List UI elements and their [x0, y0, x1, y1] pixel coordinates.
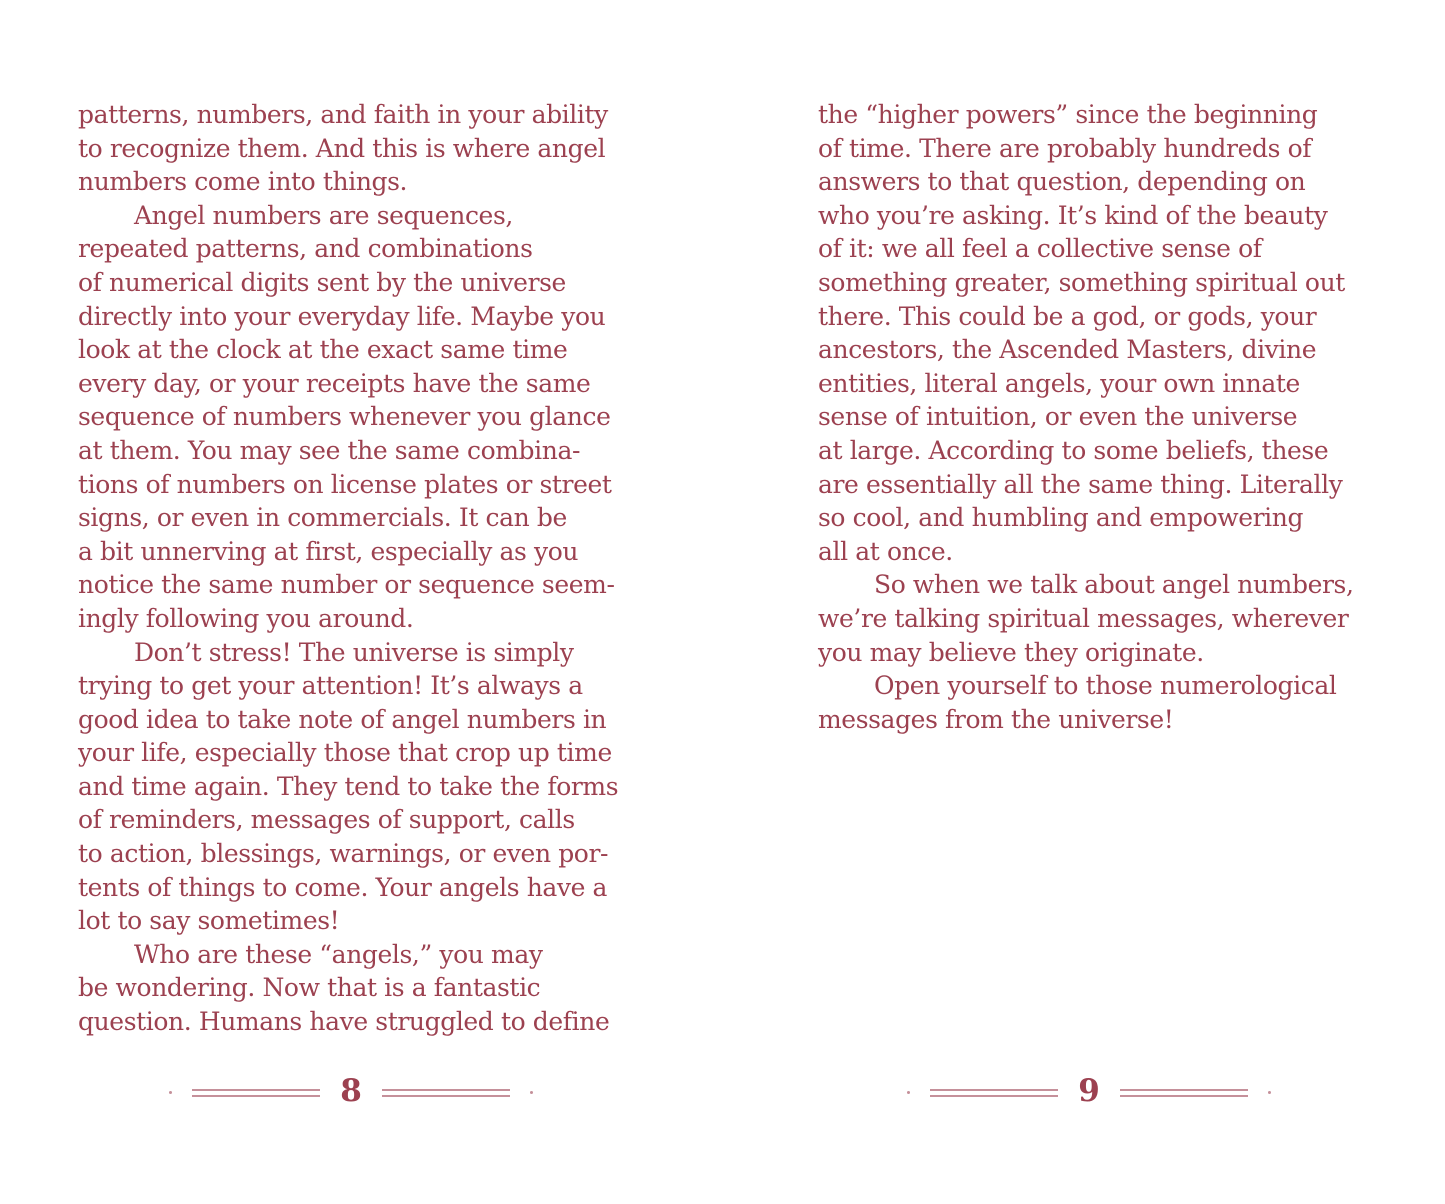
text-line: Angel numbers are sequences, — [134, 200, 513, 230]
text-line: of numerical digits sent by the universe — [78, 267, 566, 297]
text-line: answers to that question, depending on — [818, 167, 1306, 197]
text-line: repeated patterns, and combinations — [78, 234, 533, 264]
page-right-text-column — [818, 98, 1378, 736]
text-line: ancestors, the Ascended Masters, divine — [818, 335, 1317, 365]
text-line: good idea to take note of angel numbers in — [78, 704, 607, 734]
page-left-text-column — [78, 98, 638, 1039]
text-line: sequence of numbers whenever you glance — [78, 402, 611, 432]
text-line: Don’t stress! The universe is simply — [134, 637, 574, 667]
page-right-footer — [809, 1073, 1369, 1109]
text-line: all at once. — [818, 536, 953, 566]
footer-double-rule — [192, 1089, 320, 1097]
footer-double-rule — [1120, 1089, 1248, 1097]
text-line: trying to get your attention! It’s always a — [78, 671, 583, 701]
page-number: 9 — [1078, 1073, 1100, 1109]
text-line: we’re talking spiritual messages, wherever — [818, 603, 1349, 633]
text-line: tents of things to come. Your angels have a — [78, 872, 608, 902]
text-line: at large. According to some beliefs, these — [818, 435, 1329, 465]
text-line: of time. There are probably hundreds of — [818, 133, 1312, 163]
text-line: to recognize them. And this is where angel — [78, 133, 606, 163]
ornament-dot-icon — [907, 1091, 910, 1094]
text-line: something greater, something spiritual out — [818, 267, 1345, 297]
text-line: directly into your everyday life. Maybe you — [78, 301, 606, 331]
text-line: messages from the universe! — [818, 704, 1174, 734]
text-line: so cool, and humbling and empowering — [818, 503, 1304, 533]
text-line: who you’re asking. It’s kind of the beauty — [818, 200, 1328, 230]
text-line: patterns, numbers, and faith in your ability — [78, 100, 608, 129]
text-line: of it: we all feel a collective sense of — [818, 234, 1262, 264]
footer-double-rule — [382, 1089, 510, 1097]
text-line: Who are these “angels,” you may — [134, 939, 543, 969]
text-line: there. This could be a god, or gods, your — [818, 301, 1317, 331]
text-line: a bit unnerving at first, especially as you — [78, 536, 579, 566]
ornament-dot-icon — [169, 1091, 172, 1094]
text-line: the “higher powers” since the beginning — [818, 100, 1318, 129]
text-line: Open yourself to those numerological — [874, 671, 1337, 701]
text-line: be wondering. Now that is a fantastic — [78, 973, 541, 1003]
text-line: to action, blessings, warnings, or even por- — [78, 839, 609, 869]
text-line: you may believe they originate. — [818, 637, 1204, 667]
text-line: lot to say sometimes! — [78, 906, 340, 936]
text-line: ingly following you around. — [78, 603, 414, 633]
text-line: sense of intuition, or even the universe — [818, 402, 1298, 432]
text-line: every day, or your receipts have the same — [78, 368, 591, 398]
footer-double-rule — [930, 1089, 1058, 1097]
text-line: your life, especially those that crop up time — [78, 738, 612, 768]
page-left-footer — [71, 1073, 631, 1109]
text-line: question. Humans have struggled to define — [78, 1007, 610, 1037]
text-line: So when we talk about angel numbers, — [874, 570, 1354, 600]
ornament-dot-icon — [530, 1091, 533, 1094]
page-number: 8 — [340, 1073, 362, 1109]
text-line: of reminders, messages of support, calls — [78, 805, 575, 835]
text-line: are essentially all the same thing. Literally — [818, 469, 1343, 499]
text-line: look at the clock at the exact same time — [78, 335, 568, 365]
text-line: and time again. They tend to take the forms — [78, 771, 619, 801]
text-line: numbers come into things. — [78, 167, 408, 197]
text-line: notice the same number or sequence seem- — [78, 570, 615, 600]
text-line: at them. You may see the same combina- — [78, 435, 580, 465]
text-line: entities, literal angels, your own innate — [818, 368, 1300, 398]
ornament-dot-icon — [1268, 1091, 1271, 1094]
text-line: tions of numbers on license plates or street — [78, 469, 612, 499]
text-line: signs, or even in commercials. It can be — [78, 503, 567, 533]
